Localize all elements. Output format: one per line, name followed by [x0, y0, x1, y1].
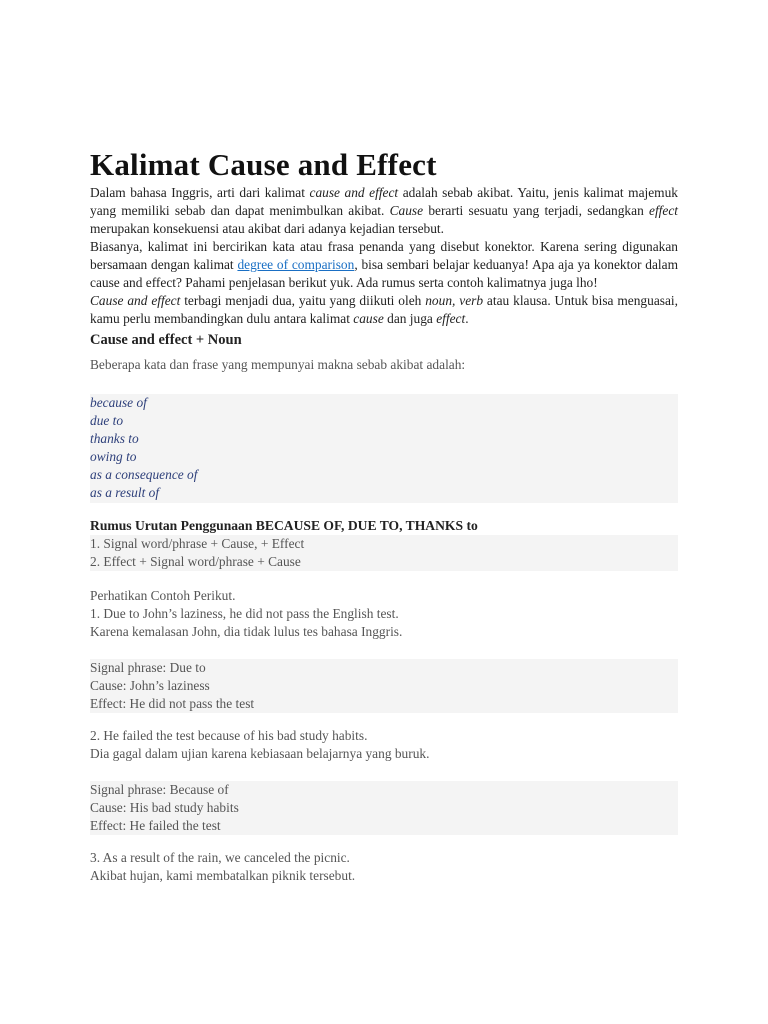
- analysis-effect: Effect: He did not pass the test: [90, 696, 255, 711]
- example-sentence: 1. Due to John’s laziness, he did not pass the English test.: [90, 606, 399, 621]
- text-run: atau klausa. Untuk bisa menguasai, kamu perlu membandingkan dulu antara kalimat: [90, 293, 678, 326]
- text-run: dan juga: [383, 311, 437, 326]
- analysis-effect: Effect: He failed the test: [90, 818, 221, 833]
- rumus-line: 2. Effect + Signal word/phrase + Cause: [90, 554, 301, 569]
- emphasis: effect: [436, 311, 466, 326]
- analysis-cause: Cause: His bad study habits: [90, 800, 239, 815]
- text-run: adalah sebab akibat. Yaitu, jenis kalimat majemuk yang memiliki sebab dan dapat menimbulkan akibat.: [90, 185, 678, 218]
- example-translation: Karena kemalasan John, dia tidak lulus tes bahasa Inggris.: [90, 624, 403, 639]
- emphasis: cause and effect: [309, 185, 399, 200]
- connector-list: [90, 394, 678, 503]
- text-run: Biasanya, kalimat ini bercirikan kata atau frasa penanda yang disebut konektor. Karena sering digunakan bersamaan dengan kalimat: [90, 239, 678, 272]
- analysis-signal: Signal phrase: Due to: [90, 660, 206, 675]
- connector-lead: Beberapa kata dan frase yang mempunyai makna sebab akibat adalah:: [90, 357, 466, 372]
- text-run: , bisa sembari belajar keduanya! Apa aja ya konektor dalam cause and effect? Pahami penjelasan berikut yuk. Ada rumus serta contoh kalimatnya juga lho!: [90, 257, 678, 290]
- degree-of-comparison-link[interactable]: degree of comparison: [237, 257, 355, 272]
- text-run: berarti sesuatu yang terjadi, sedangkan: [423, 203, 650, 218]
- example-translation: Dia gagal dalam ujian karena kebiasaan belajarnya yang buruk.: [90, 746, 430, 761]
- connector-item: due to: [90, 413, 124, 428]
- text-run: merupakan konsekuensi atau akibat dari adanya kejadian tersebut.: [90, 221, 444, 236]
- section-heading-noun: Cause and effect + Noun: [90, 332, 242, 348]
- analysis-box-2: [90, 781, 678, 835]
- connector-item: thanks to: [90, 431, 139, 446]
- connector-item: as a result of: [90, 485, 160, 500]
- emphasis: cause: [353, 311, 384, 326]
- analysis-signal: Signal phrase: Because of: [90, 782, 229, 797]
- emphasis: Cause: [389, 203, 424, 218]
- text-run: Dalam bahasa Inggris, arti dari kalimat: [90, 185, 310, 200]
- rumus-heading: Rumus Urutan Penggunaan BECAUSE OF, DUE TO, THANKS to: [90, 518, 478, 533]
- examples-intro: Perhatikan Contoh Perikut.: [90, 588, 236, 603]
- rumus-box: [90, 535, 678, 571]
- example-block-1: [90, 587, 678, 641]
- example-block-2: [90, 727, 678, 763]
- intro-paragraph-1: [90, 184, 678, 238]
- rumus-line: 1. Signal word/phrase + Cause, + Effect: [90, 536, 305, 551]
- document-page: [90, 146, 678, 885]
- emphasis: Cause and effect: [90, 293, 181, 308]
- connector-item: owing to: [90, 449, 137, 464]
- page-title: Kalimat Cause and Effect: [90, 147, 437, 182]
- example-translation: Akibat hujan, kami membatalkan piknik tersebut.: [90, 868, 356, 883]
- text-run: terbagi menjadi dua, yaitu yang diikuti oleh: [180, 293, 426, 308]
- example-block-3: [90, 849, 678, 885]
- intro-paragraph-3: [90, 292, 678, 328]
- emphasis: noun, verb: [425, 293, 484, 308]
- connector-item: as a consequence of: [90, 467, 198, 482]
- emphasis: effect: [649, 203, 679, 218]
- analysis-cause: Cause: John’s laziness: [90, 678, 210, 693]
- text-run: .: [465, 311, 469, 326]
- example-sentence: 2. He failed the test because of his bad study habits.: [90, 728, 368, 743]
- intro-paragraph-2: [90, 238, 678, 292]
- analysis-box-1: [90, 659, 678, 713]
- example-sentence: 3. As a result of the rain, we canceled the picnic.: [90, 850, 350, 865]
- connector-item: because of: [90, 395, 147, 410]
